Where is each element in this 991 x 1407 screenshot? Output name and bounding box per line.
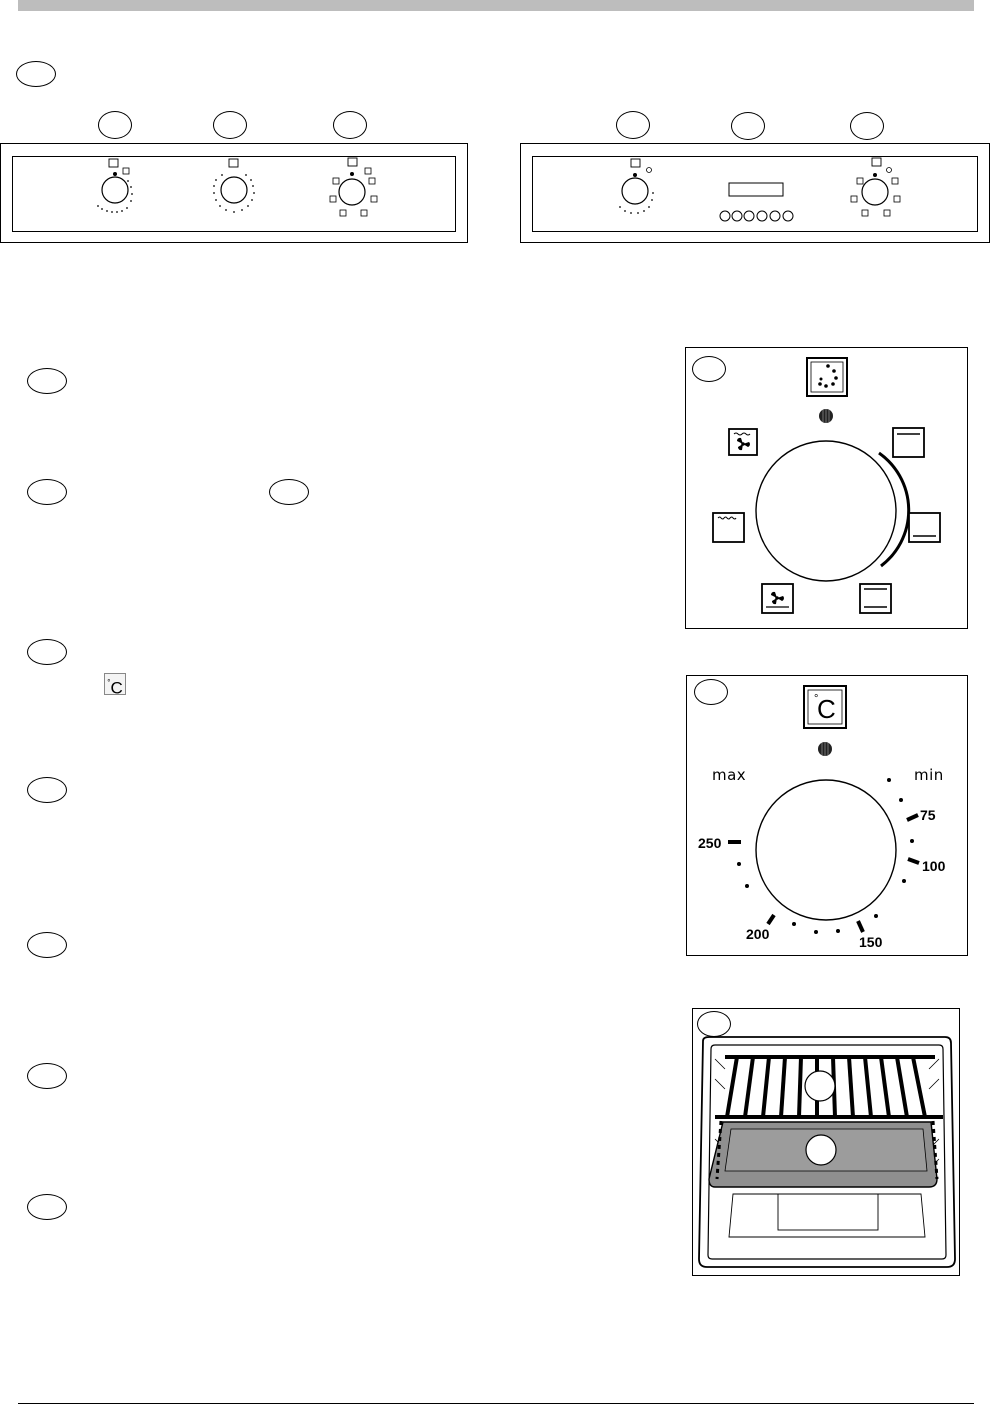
timer-buttons[interactable] xyxy=(720,211,793,221)
grill-fan-icon xyxy=(729,429,757,455)
conventional-icon xyxy=(860,584,891,613)
celsius-letter: C xyxy=(817,694,836,724)
thermostat-knob[interactable] xyxy=(619,159,654,214)
section-marker xyxy=(27,639,67,665)
function-selector-knob[interactable] xyxy=(851,158,900,216)
scale-label-75: 75 xyxy=(920,807,936,823)
thermostat-knob[interactable] xyxy=(97,159,133,213)
callout-marker-6 xyxy=(850,112,884,140)
control-panel-standard xyxy=(0,143,468,243)
celsius-icon: °C xyxy=(104,673,126,695)
function-selector-knob[interactable] xyxy=(330,158,377,216)
tray-callout xyxy=(806,1135,836,1165)
section-marker xyxy=(27,1194,67,1220)
callout-marker-1 xyxy=(98,111,132,139)
section-marker xyxy=(27,777,67,803)
figure-thermostat xyxy=(686,675,968,956)
shelf-callout xyxy=(805,1071,835,1101)
figure-function-selector xyxy=(685,347,968,629)
max-label: max xyxy=(712,766,747,784)
top-element-icon xyxy=(893,428,924,457)
scale-label-100: 100 xyxy=(922,858,946,874)
callout-marker-5 xyxy=(731,112,765,140)
callout-marker-4 xyxy=(616,111,650,139)
callout-marker-3 xyxy=(333,111,367,139)
section-marker xyxy=(27,932,67,958)
digital-display xyxy=(729,183,783,196)
section-marker xyxy=(27,1063,67,1089)
scale-label-150: 150 xyxy=(859,934,883,950)
off-position-icon xyxy=(807,358,847,396)
scale-label-200: 200 xyxy=(746,926,770,942)
header-bar xyxy=(18,0,974,11)
celsius-symbol-box xyxy=(804,686,846,728)
indicator-dot xyxy=(819,409,833,423)
section-marker xyxy=(27,368,67,394)
section-marker xyxy=(27,479,67,505)
callout-marker-2 xyxy=(213,111,247,139)
fan-icon xyxy=(762,584,793,613)
section-marker xyxy=(16,61,56,87)
grill-icon xyxy=(713,513,744,542)
min-label: min xyxy=(914,766,944,784)
figure-oven-interior xyxy=(692,1008,960,1276)
scale-label-250: 250 xyxy=(698,835,722,851)
control-panel-electronic xyxy=(520,143,990,243)
footer-rule xyxy=(18,1403,974,1404)
timer-knob[interactable] xyxy=(213,159,255,213)
svg-text:°: ° xyxy=(814,693,819,705)
section-marker xyxy=(269,479,309,505)
indicator-dot xyxy=(818,742,832,756)
bottom-element-icon xyxy=(909,513,940,542)
